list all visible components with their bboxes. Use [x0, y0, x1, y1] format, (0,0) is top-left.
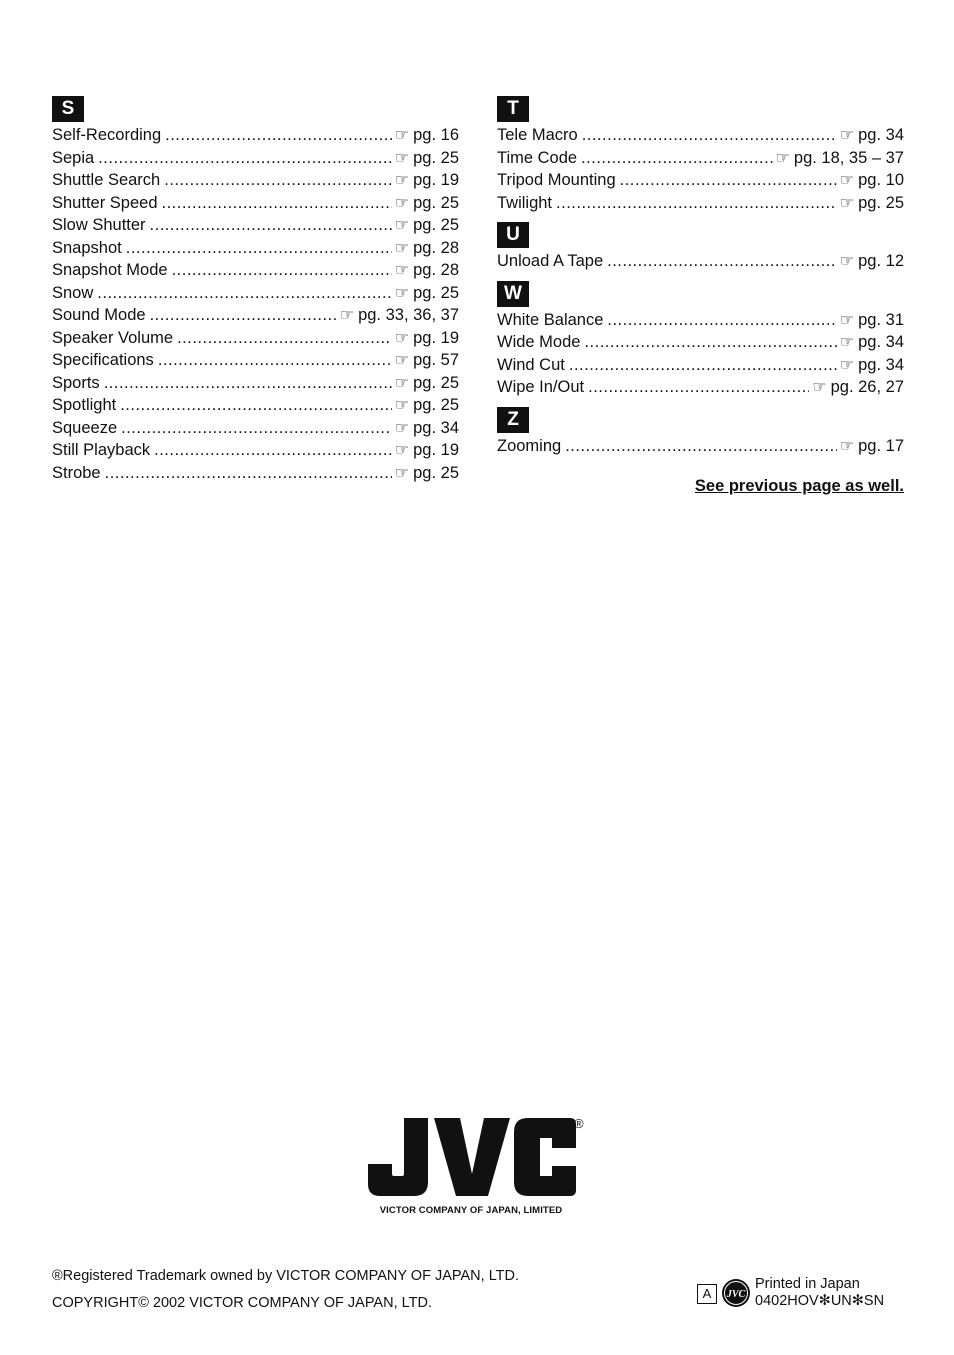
pointing-hand-icon: ☞	[394, 442, 410, 459]
pointing-hand-icon: ☞	[394, 352, 410, 369]
entry-term: Self-Recording	[52, 126, 162, 144]
section-letter: W	[497, 281, 529, 307]
index-entry	[497, 147, 904, 170]
index-entry	[52, 192, 459, 215]
entry-page-ref: pg. 18, 35 – 37	[793, 148, 904, 167]
entry-page-ref: pg. 25	[858, 193, 904, 212]
index-section-w	[497, 281, 904, 399]
pointing-hand-icon: ☞	[394, 284, 410, 302]
entry-page-ref: pg. 25	[413, 283, 459, 302]
index-column-right	[497, 96, 904, 496]
dot-leader	[177, 327, 392, 350]
entry-term: Strobe	[52, 463, 101, 482]
index-entry	[52, 214, 459, 237]
dot-leader	[154, 439, 392, 462]
entry-page-ref: pg. 25	[413, 463, 459, 482]
dot-leader	[582, 124, 837, 147]
dot-leader	[98, 147, 392, 170]
pointing-hand-icon: ☞	[394, 127, 410, 144]
dot-leader	[556, 192, 837, 215]
entry-term: Snow	[52, 283, 94, 302]
dot-leader	[162, 192, 392, 215]
section-letter: Z	[497, 407, 529, 433]
pointing-hand-icon: ☞	[394, 329, 410, 347]
dot-leader	[158, 349, 392, 372]
entry-page-ref: pg. 19	[413, 441, 459, 459]
index-entry	[52, 462, 459, 485]
pointing-hand-icon: ☞	[394, 217, 410, 234]
index-section-z	[497, 407, 904, 458]
svg-text:JVC: JVC	[726, 1289, 746, 1300]
index-entry	[52, 304, 459, 327]
entry-page-ref: pg. 28	[413, 238, 459, 257]
pointing-hand-icon: ☞	[394, 464, 410, 482]
index-entry	[52, 169, 459, 192]
entry-page-ref: pg. 34	[858, 333, 904, 351]
index-entry	[52, 327, 459, 350]
dot-leader	[620, 169, 837, 192]
index-entry	[497, 250, 904, 273]
index-section-t	[497, 96, 904, 214]
dot-leader	[581, 147, 772, 170]
svg-text:®: ®	[574, 1116, 584, 1131]
entry-term: Sepia	[52, 148, 95, 167]
pointing-hand-icon: ☞	[812, 379, 827, 396]
dot-leader	[120, 394, 392, 417]
pointing-hand-icon: ☞	[339, 307, 355, 324]
copyright-notice: COPYRIGHT© 2002 VICTOR COMPANY OF JAPAN, LTD.	[52, 1295, 432, 1311]
entry-page-ref: pg. 28	[413, 261, 459, 279]
dot-leader	[104, 372, 392, 395]
entry-term: Speaker Volume	[52, 328, 174, 347]
dot-leader	[150, 304, 337, 327]
pointing-hand-icon: ☞	[394, 149, 410, 167]
entry-term: Snapshot Mode	[52, 261, 168, 279]
entry-term: Wide Mode	[497, 333, 581, 351]
entry-page-ref: pg. 34	[858, 355, 904, 374]
entry-page-ref: pg. 25	[413, 396, 459, 414]
dot-leader	[105, 462, 392, 485]
region-code-box: A	[697, 1284, 717, 1304]
index-entry	[497, 124, 904, 147]
pointing-hand-icon: ☞	[394, 194, 410, 212]
entry-page-ref: pg. 57	[413, 351, 459, 369]
index-entry	[52, 439, 459, 462]
index-entry	[52, 372, 459, 395]
index-section-s	[52, 96, 459, 484]
printed-in-label: Printed in Japan	[755, 1276, 860, 1292]
index-entry	[497, 169, 904, 192]
entry-term: Sports	[52, 373, 100, 392]
entry-term: Zooming	[497, 436, 562, 455]
index-entry	[52, 147, 459, 170]
index-entry	[497, 435, 904, 458]
index-entry	[52, 349, 459, 372]
dot-leader	[165, 124, 392, 147]
index-entry	[52, 417, 459, 440]
dot-leader	[588, 376, 809, 399]
dot-leader	[607, 309, 836, 332]
dot-leader	[569, 354, 837, 377]
index-entry	[52, 394, 459, 417]
pointing-hand-icon: ☞	[775, 149, 790, 167]
index-entry	[52, 259, 459, 282]
pointing-hand-icon: ☞	[839, 334, 855, 351]
dot-leader	[607, 250, 837, 273]
index-entry	[52, 124, 459, 147]
pointing-hand-icon: ☞	[394, 172, 410, 189]
entry-term: Slow Shutter	[52, 216, 146, 234]
pointing-hand-icon: ☞	[839, 437, 855, 455]
index-entry	[497, 331, 904, 354]
pointing-hand-icon: ☞	[839, 127, 855, 144]
entry-page-ref: pg. 17	[858, 436, 904, 455]
entry-term: Time Code	[497, 148, 578, 167]
entry-page-ref: pg. 19	[413, 171, 459, 189]
entry-term: Spotlight	[52, 396, 117, 414]
section-letter: S	[52, 96, 84, 122]
pointing-hand-icon: ☞	[394, 374, 410, 392]
entry-term: Unload A Tape	[497, 252, 604, 270]
dot-leader	[164, 169, 392, 192]
entry-page-ref: pg. 26, 27	[830, 378, 904, 396]
pointing-hand-icon: ☞	[839, 194, 855, 212]
pointing-hand-icon: ☞	[839, 356, 855, 374]
index-section-u	[497, 222, 904, 273]
pointing-hand-icon: ☞	[394, 262, 410, 279]
index-column-left	[52, 96, 459, 492]
entry-page-ref: pg. 34	[858, 126, 904, 144]
jvc-logo	[366, 1112, 591, 1218]
entry-page-ref: pg. 25	[413, 216, 459, 234]
index-entry	[497, 354, 904, 377]
entry-term: White Balance	[497, 310, 604, 329]
trademark-notice: ®Registered Trademark owned by VICTOR COMPANY OF JAPAN, LTD.	[52, 1268, 520, 1284]
dot-leader	[150, 214, 392, 237]
index-entry	[497, 192, 904, 215]
pointing-hand-icon: ☞	[394, 397, 410, 414]
index-entry	[52, 282, 459, 305]
dot-leader	[121, 417, 392, 440]
entry-term: Squeeze	[52, 418, 118, 437]
entry-page-ref: pg. 34	[413, 418, 459, 437]
entry-term: Still Playback	[52, 441, 151, 459]
print-info	[755, 1276, 884, 1310]
entry-term: Snapshot	[52, 238, 122, 257]
dot-leader	[97, 282, 392, 305]
pointing-hand-icon: ☞	[394, 239, 410, 257]
jvc-seal-icon	[721, 1278, 751, 1308]
pointing-hand-icon: ☞	[839, 311, 855, 329]
index-entry	[497, 376, 904, 399]
section-letter: T	[497, 96, 529, 122]
dot-leader	[565, 435, 837, 458]
entry-term: Specifications	[52, 351, 154, 369]
pointing-hand-icon: ☞	[839, 253, 855, 270]
entry-term: Tele Macro	[497, 126, 578, 144]
entry-term: Twilight	[497, 193, 553, 212]
entry-page-ref: pg. 25	[413, 373, 459, 392]
entry-term: Sound Mode	[52, 306, 146, 324]
entry-page-ref: pg. 25	[413, 148, 459, 167]
entry-page-ref: pg. 31	[858, 310, 904, 329]
entry-page-ref: pg. 19	[413, 328, 459, 347]
entry-page-ref: pg. 12	[858, 252, 904, 270]
section-letter: U	[497, 222, 529, 248]
pointing-hand-icon: ☞	[839, 172, 855, 189]
entry-term: Wind Cut	[497, 355, 565, 374]
dot-leader	[172, 259, 392, 282]
entry-term: Wipe In/Out	[497, 378, 585, 396]
entry-term: Shutter Speed	[52, 193, 158, 212]
pointing-hand-icon: ☞	[394, 419, 410, 437]
dot-leader	[584, 331, 836, 354]
entry-page-ref: pg. 25	[413, 193, 459, 212]
entry-page-ref: pg. 10	[858, 171, 904, 189]
entry-term: Shuttle Search	[52, 171, 161, 189]
see-previous-note: See previous page as well.	[694, 477, 904, 495]
logo-caption: VICTOR COMPANY OF JAPAN, LIMITED	[379, 1205, 563, 1216]
index-entry	[497, 309, 904, 332]
entry-page-ref: pg. 16	[413, 126, 459, 144]
index-entry	[52, 237, 459, 260]
entry-page-ref: pg. 33, 36, 37	[358, 306, 459, 324]
dot-leader	[126, 237, 392, 260]
part-code: 0402HOV✻UN✻SN	[755, 1293, 885, 1309]
entry-term: Tripod Mounting	[497, 171, 616, 189]
